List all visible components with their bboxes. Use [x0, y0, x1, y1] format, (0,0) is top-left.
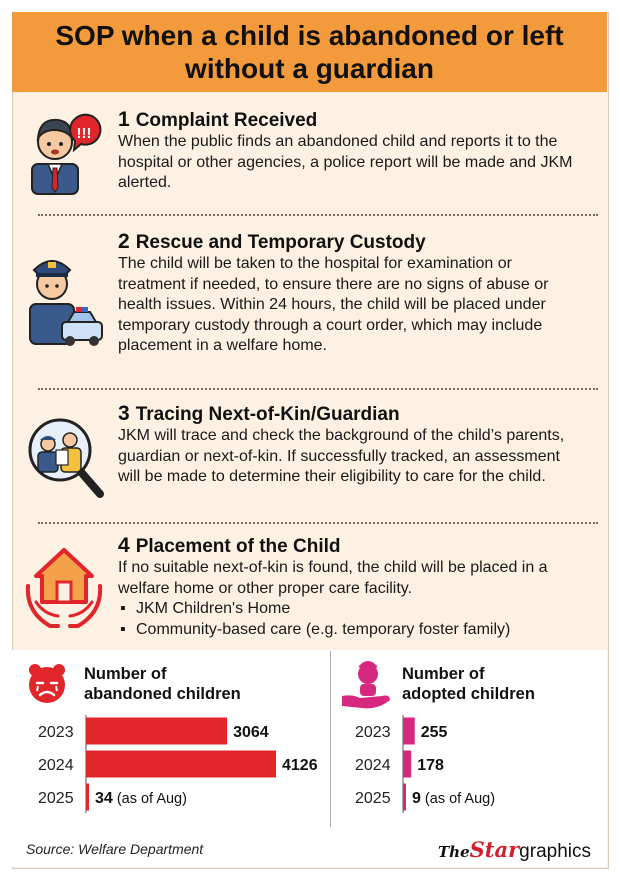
step-body: The child will be taken to the hospital for examination or treatment if needed, to ensure there are no signs of abuse or health issues. Within 24 hours, the child will be placed under temporary custody through a court order, which may include placement in a welfare home. [118, 255, 549, 354]
star-graphics-logo: TheStargraphics [438, 837, 591, 862]
category-label: 2024 [38, 757, 74, 774]
care-options-list [118, 599, 578, 640]
category-label: 2024 [355, 757, 391, 774]
value-label: 4126 [282, 757, 318, 774]
value-label: 34 (as of Aug) [95, 790, 187, 807]
alarmed-person-icon [24, 108, 104, 198]
source-credit: Source: Welfare Department [26, 841, 204, 857]
svg-text:!!!: !!! [76, 125, 92, 142]
step-title: 4 Placement of the Child [118, 534, 341, 557]
crying-child-icon [22, 658, 72, 708]
category-label: 2025 [38, 790, 74, 807]
step-title: 2 Rescue and Temporary Custody [118, 230, 426, 253]
step-1 [14, 108, 604, 208]
step-body: If no suitable next-of-kin is found, the child will be placed in a welfare home or other proper care facility. ▪ JKM Children's Home ▪ Community-based care (e.g. temporary foster family) [118, 558, 578, 640]
list-item: ▪ Community-based care (e.g. temporary foster family) [118, 620, 578, 641]
divider [38, 522, 598, 524]
step-body: JKM will trace and check the background of the child’s parents, guardian or next-of-kin. If successfully tracked, an assessment will be made to determine their eligibility to care for the child. [118, 427, 565, 485]
child-in-hand-icon [338, 656, 394, 712]
step-title: 1 Complaint Received [118, 108, 318, 131]
step-body: When the public finds an abandoned child and reports it to the hospital or other agencies, a police report will be made and JKM alerted. [118, 133, 573, 191]
step-3 [14, 402, 604, 517]
value-label: 9 (as of Aug) [412, 790, 496, 807]
value-label: 255 [420, 724, 448, 741]
category-label: 2025 [355, 790, 391, 807]
step-2 [14, 230, 604, 380]
step-title: 3 Tracing Next-of-Kin/Guardian [118, 402, 400, 425]
adopted-chart-title: Number of adopted children [402, 665, 535, 703]
footer [12, 833, 607, 867]
abandoned-chart-title: Number of abandoned children [84, 665, 241, 703]
house-in-hands-icon [24, 542, 104, 632]
value-label: 3064 [233, 724, 269, 741]
divider [330, 651, 331, 827]
value-note: (as of Aug) [112, 791, 187, 807]
value-label: 178 [417, 757, 444, 774]
magnifier-icon [24, 410, 104, 500]
header-banner [12, 12, 607, 92]
divider [38, 388, 598, 390]
step-4 [14, 534, 604, 646]
page-title: SOP when a child is abandoned or left without a guardian [55, 20, 564, 84]
police-officer-icon [24, 244, 104, 354]
value-note: (as of Aug) [420, 791, 496, 807]
divider [38, 214, 598, 216]
category-label: 2023 [38, 724, 74, 741]
category-label: 2023 [355, 724, 391, 741]
list-item: ▪ JKM Children's Home [118, 599, 578, 620]
